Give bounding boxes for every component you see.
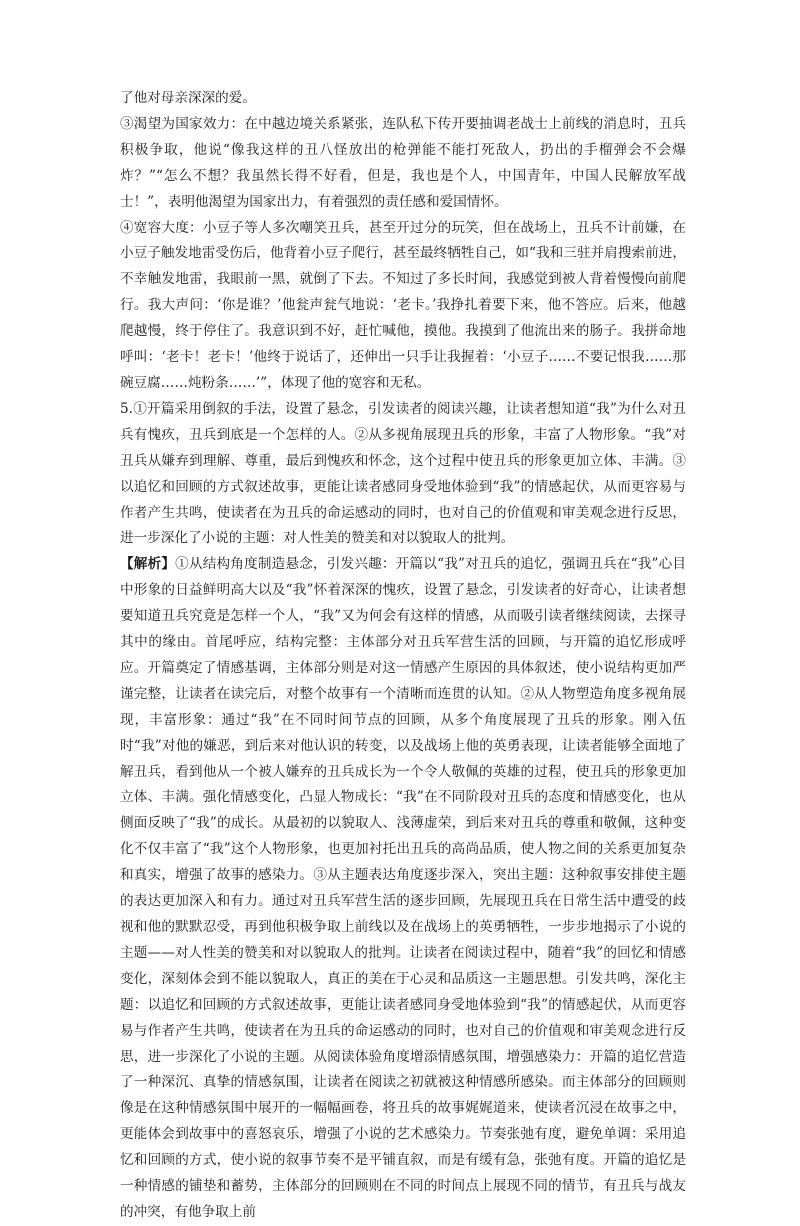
paragraph-item-4: ④宽容大度：小豆子等人多次嘲笑丑兵，甚至开过分的玩笑，但在战场上，丑兵不计前嫌，在小豆子触发地雷受伤后，他背着小豆子爬行，甚至最终牺牲自己，如“我和三驻并肩搜索前进，不幸触发地雷，我眼前一黑，就倒了下去。不知过了多长时间，我感觉到被人背着慢慢向前爬行。我大声问：‘你是谁？’他瓮声瓮气地说：‘老卡。’我挣扎着要下来，他不答应。后来，他越爬越慢，终于停住了。我意识到不好，赶忙喊他，摸他。我摸到了他流出来的肠子。我拼命地呼叫：‘老卡！老卡！’他终于说话了，还伸出一只手让我握着：‘小豆子……不要记恨我……那碗豆腐……炖粉条……’”，体现了他的宽容和无私。 xyxy=(120,219,686,391)
analysis-label: 【解析】 xyxy=(120,556,176,573)
paragraph-continued: 了他对母亲深深的爱。 xyxy=(120,90,256,106)
document-page xyxy=(120,86,686,1226)
analysis-text: ①从结构角度制造悬念，引发兴趣：开篇以“我”对丑兵的追忆，强调丑兵在“我”心目中形象的日益鲜明高大以及“我”怀着深深的愧疚，设置了悬念，引发读者的好奇心，让读者想要知道丑兵究竟是怎样一个人，“我”又为何会有这样的情感，从而吸引读者继续阅读，去探寻其中的缘由。首尾呼应，结构完整：主体部分对丑兵军营生活的回顾，与开篇的追忆形成呼应。开篇奠定了情感基调，主体部分则是对这一情感产生原因的具体叙述，使小说结构更加严谨完整，让读者在读完后，对整个故事有一个清晰而连贯的认知。②从人物塑造角度多视角展现，丰富形象：通过“我”在不同时间节点的回顾，从多个角度展现了丑兵的形象。刚入伍时“我”对他的嫌恶，到后来对他认识的转变，以及战场上他的英勇表现，让读者能够全面地了解丑兵，看到他从一个被人嫌弃的丑兵成长为一个令人敬佩的英雄的过程，使丑兵的形象更加立体、丰满。强化情感变化，凸显人物成长：“我”在不同阶段对丑兵的态度和情感变化，也从侧面反映了“我”的成长。从最初的以貌取人、浅薄虚荣，到后来对丑兵的尊重和敬佩，这种变化不仅丰富了“我”这个人物形象，也更加衬托出丑兵的高尚品质，使人物之间的关系更加复杂和真实，增强了故事的感染力。③从主题表达角度逐步深入，突出主题：这种叙事安排使主题的表达更加深入和有力。通过对丑兵军营生活的逐步回顾，先展现丑兵在日常生活中遭受的歧视和他的默默忍受，再到他积极争取上前线以及在战场上的英勇牺牲，一步步地揭示了小说的主题——对人性美的赞美和对以貌取人的批判。让读者在阅读过程中，随着“我”的回忆和情感变化，深刻体会到不能以貌取人，真正的美在于心灵和品质这一主题思想。引发共鸣，深化主题：以追忆和回顾的方式叙述故事，更能让读者感同身受地体验到“我”的情感起伏，从而更容易与作者产生共鸣，使读者在为丑兵的命运感动的同时，也对自己的价值观和审美观念进行反思，进一步深化了小说的主题。从阅读体验角度增添情感氛围，增强感染力：开篇的追忆营造了一种深沉、真挚的情感氛围，让读者在阅读之初就被这种情感所感染。而主体部分的回顾则像是在这种情感氛围中展开的一幅幅画卷，将丑兵的故事娓娓道来，使读者沉浸在故事之中，更能体会到故事中的喜怒哀乐，增强了小说的艺术感染力。节奏张弛有度，避免单调：采用追忆和回顾的方式，使小说的叙事节奏不是平铺直叙，而是有缓有急，张弛有度。开篇的追忆是一种情感的铺垫和蓄势，主体部分的回顾则在不同的时间点上展现不同的情节，有丑兵与战友的冲突，有他争取上前 xyxy=(120,556,687,1220)
paragraph-item-3: ③渴望为国家效力：在中越边境关系紧张，连队私下传开要抽调老战士上前线的消息时，丑兵积极争取，他说“像我这样的丑八怪放出的枪弹能不能打死敌人，扔出的手榴弹会不会爆炸？”“怎么不想？我虽然长得不好看，但是，我也是个人，中国青年，中国人民解放军战士！”，表明他渴望为国家出力，有着强烈的责任感和爱国情怀。 xyxy=(120,115,686,210)
paragraph-answer-5: 5.①开篇采用倒叙的手法，设置了悬念，引发读者的阅读兴趣，让读者想知道“我”为什么对丑兵有愧疚，丑兵到底是一个怎样的人。②从多视角展现丑兵的形象，丰富了人物形象。“我”对丑兵从嫌弃到理解、尊重，最后到愧疚和怀念，这个过程中使丑兵的形象更加立体、丰满。③以追忆和回顾的方式叙述故事，更能让读者感同身受地体验到“我”的情感起伏，从而更容易与作者产生共鸣，使读者在为丑兵的命运感动的同时，也对自己的价值观和审美观念进行反思，进一步深化了小说的主题：对人性美的赞美和对以貌取人的批判。 xyxy=(120,400,686,547)
paragraph-analysis xyxy=(120,552,686,1226)
